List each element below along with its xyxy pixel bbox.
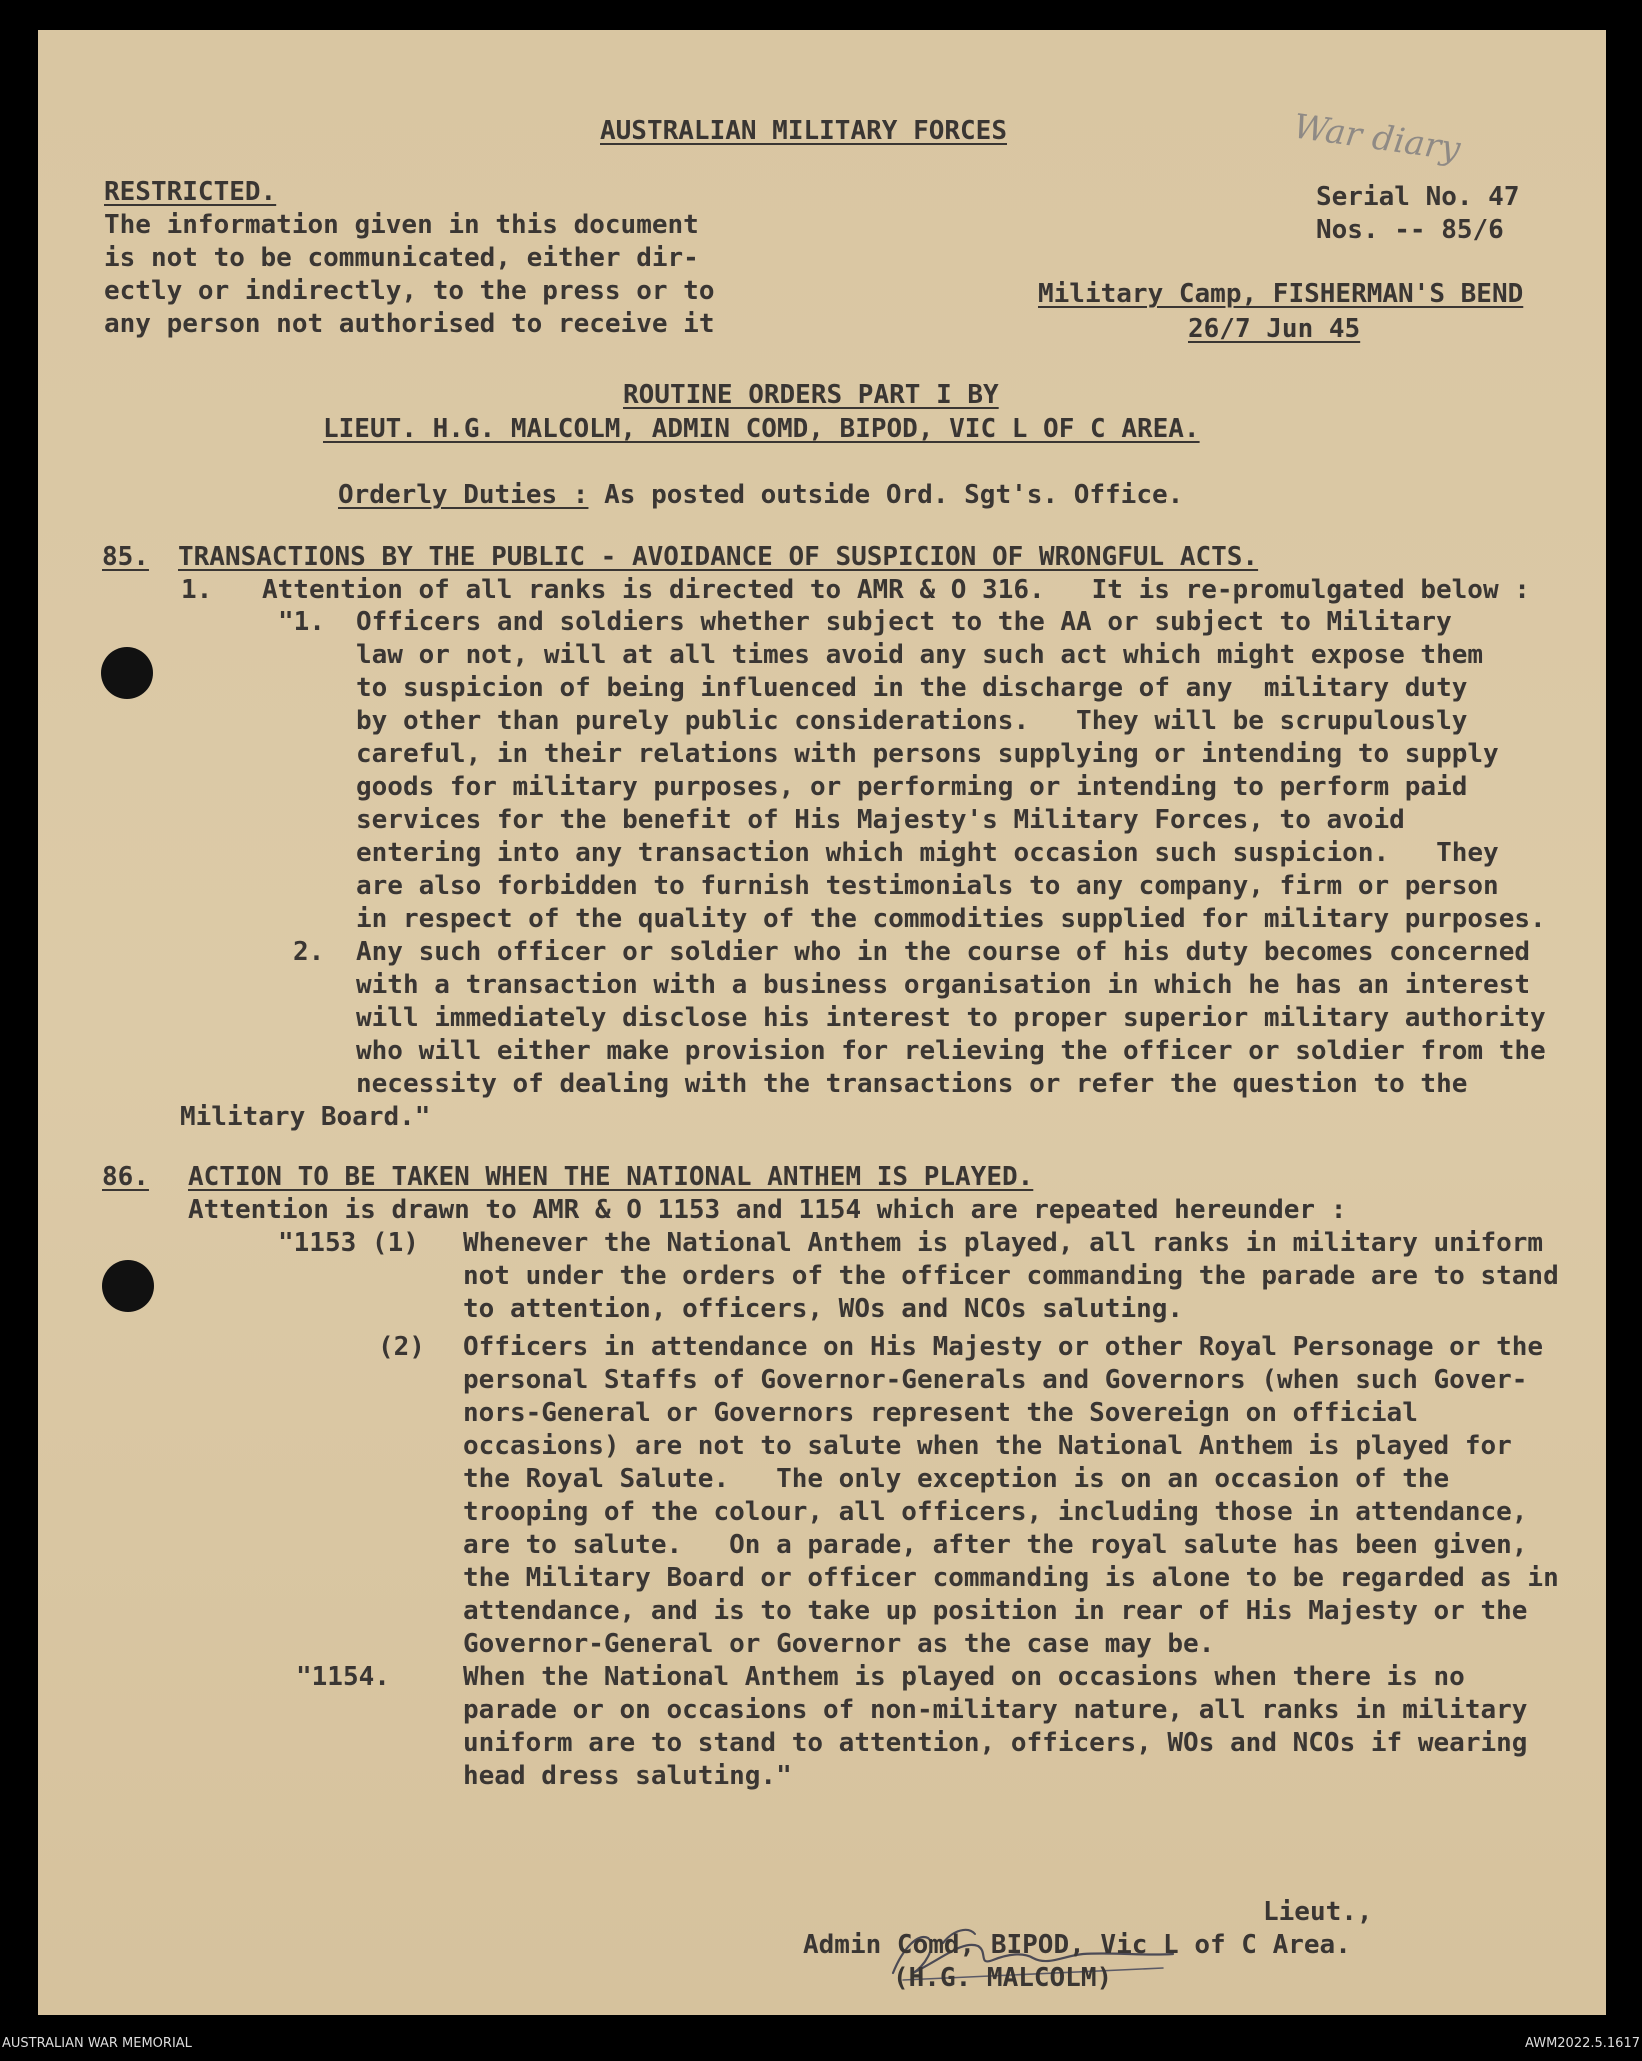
section-86-intro: Attention is drawn to AMR & O 1153 and 1154 which are repeated hereunder : (188, 1195, 1347, 1225)
paragraph-line: occasions) are not to salute when the National Anthem is played for (463, 1431, 1512, 1461)
paragraph-line: Any such officer or soldier who in the course of his duty becomes concerned (356, 937, 1530, 967)
paragraph-line: uniform are to stand to attention, officers, WOs and NCOs if wearing (463, 1728, 1528, 1758)
orderly-duties (338, 478, 1183, 512)
paragraph-line: trooping of the colour, all officers, including those in attendance, (463, 1497, 1528, 1527)
orders-issuer: LIEUT. H.G. MALCOLM, ADMIN COMD, BIPOD, VIC L OF C AREA. (323, 414, 1200, 444)
paragraph-line: necessity of dealing with the transactions or refer the question to the (356, 1069, 1468, 1099)
signatory-position: Admin Comd, BIPOD, Vic L of C Area. (803, 1930, 1351, 1960)
paragraph-line: are to salute. On a parade, after the royal salute has been given, (463, 1530, 1528, 1560)
paragraph-line: will immediately disclose his interest to proper superior military authority (356, 1003, 1546, 1033)
paragraph-line: goods for military purposes, or performing or intending to perform paid (356, 772, 1468, 802)
paragraph-line: Governor-General or Governor as the case may be. (463, 1629, 1215, 1659)
paragraph-line: by other than purely public considerations. They will be scrupulously (356, 706, 1468, 736)
paragraph-line: who will either make provision for relieving the officer or soldier from the (356, 1036, 1546, 1066)
section-86-number: 86. (102, 1162, 149, 1192)
paragraph-number: 2. (293, 937, 325, 967)
paragraph-line: Military Board." (180, 1102, 431, 1132)
paragraph-line: parade or on occasions of non-military nature, all ranks in military (463, 1695, 1528, 1725)
archive-reference: AWM2022.5.1617 (1525, 2036, 1640, 2051)
orderly-duties-text: As posted outside Ord. Sgt's. Office. (588, 480, 1184, 510)
orderly-duties-label: Orderly Duties : (338, 480, 589, 510)
paragraph-number: "1. (278, 607, 325, 637)
paragraph-line: are also forbidden to furnish testimonials to any company, firm or person (356, 871, 1499, 901)
paragraph-line: Officers in attendance on His Majesty or other Royal Personage or the (463, 1332, 1544, 1362)
archive-credit: AUSTRALIAN WAR MEMORIAL (2, 2036, 192, 2051)
paragraph-line: careful, in their relations with persons supplying or intending to supply (356, 739, 1499, 769)
restricted-line: ectly or indirectly, to the press or to (104, 276, 715, 306)
paragraph-line: Officers and soldiers whether subject to the AA or subject to Military (356, 607, 1452, 637)
paragraph-line: services for the benefit of His Majesty's Military Forces, to avoid (356, 805, 1405, 835)
paragraph-line: with a transaction with a business organisation in which he has an interest (356, 970, 1530, 1000)
paragraph-line: Whenever the National Anthem is played, all ranks in military uniform (463, 1228, 1544, 1258)
location: Military Camp, FISHERMAN'S BEND (1038, 279, 1524, 309)
signatory-name: (H.G. MALCOLM) (893, 1963, 1113, 1993)
paragraph-line: When the National Anthem is played on occasions when there is no (463, 1662, 1465, 1692)
restricted-line: The information given in this document (104, 210, 699, 240)
paragraph-line: nors-General or Governors represent the Sovereign on official (463, 1398, 1418, 1428)
document-date: 26/7 Jun 45 (1188, 314, 1361, 344)
paragraph-line: to attention, officers, WOs and NCOs saluting. (463, 1294, 1184, 1324)
document-title: AUSTRALIAN MILITARY FORCES (600, 116, 1007, 146)
paragraph-line: personal Staffs of Governor-Generals and Governors (when such Gover- (463, 1365, 1528, 1395)
paragraph-number: "1154. (296, 1662, 390, 1692)
paragraph-line: attendance, and is to take up position in rear of His Majesty or the (463, 1596, 1528, 1626)
document-page (38, 30, 1606, 2015)
restricted-line: is not to be communicated, either dir- (104, 243, 699, 273)
punch-hole (101, 647, 153, 699)
paragraph-line: head dress saluting." (463, 1761, 792, 1791)
section-86-title: ACTION TO BE TAKEN WHEN THE NATIONAL ANTHEM IS PLAYED. (188, 1162, 1034, 1192)
order-numbers: Nos. -- 85/6 (1316, 215, 1504, 245)
serial-number: Serial No. 47 (1316, 182, 1520, 212)
section-85-number: 85. (102, 542, 149, 572)
paragraph-line: the Royal Salute. The only exception is on an occasion of the (463, 1464, 1450, 1494)
restricted-heading: RESTRICTED. (104, 177, 277, 207)
section-85-title: TRANSACTIONS BY THE PUBLIC - AVOIDANCE OF SUSPICION OF WRONGFUL ACTS. (178, 542, 1259, 572)
paragraph-number: (2) (378, 1332, 425, 1362)
paragraph-line: to suspicion of being influenced in the discharge of any military duty (356, 673, 1468, 703)
paragraph-line: not under the orders of the officer commanding the parade are to stand (463, 1261, 1559, 1291)
section-85-intro: Attention of all ranks is directed to AMR & O 316. It is re-promulgated below : (262, 575, 1530, 605)
paragraph-line: the Military Board or officer commanding is alone to be regarded as in (463, 1563, 1559, 1593)
paragraph-line: in respect of the quality of the commodities supplied for military purposes. (356, 904, 1546, 934)
orders-title: ROUTINE ORDERS PART I BY (623, 380, 999, 410)
paragraph-number: "1153 (1) (278, 1228, 419, 1258)
handwritten-note: War diary (1291, 106, 1463, 170)
section-85-intro-number: 1. (181, 575, 213, 605)
signatory-rank: Lieut., (1263, 1897, 1373, 1927)
paragraph-line: entering into any transaction which might occasion such suspicion. They (356, 838, 1499, 868)
restricted-line: any person not authorised to receive it (104, 309, 715, 339)
paragraph-line: law or not, will at all times avoid any such act which might expose them (356, 640, 1484, 670)
punch-hole (102, 1260, 154, 1312)
